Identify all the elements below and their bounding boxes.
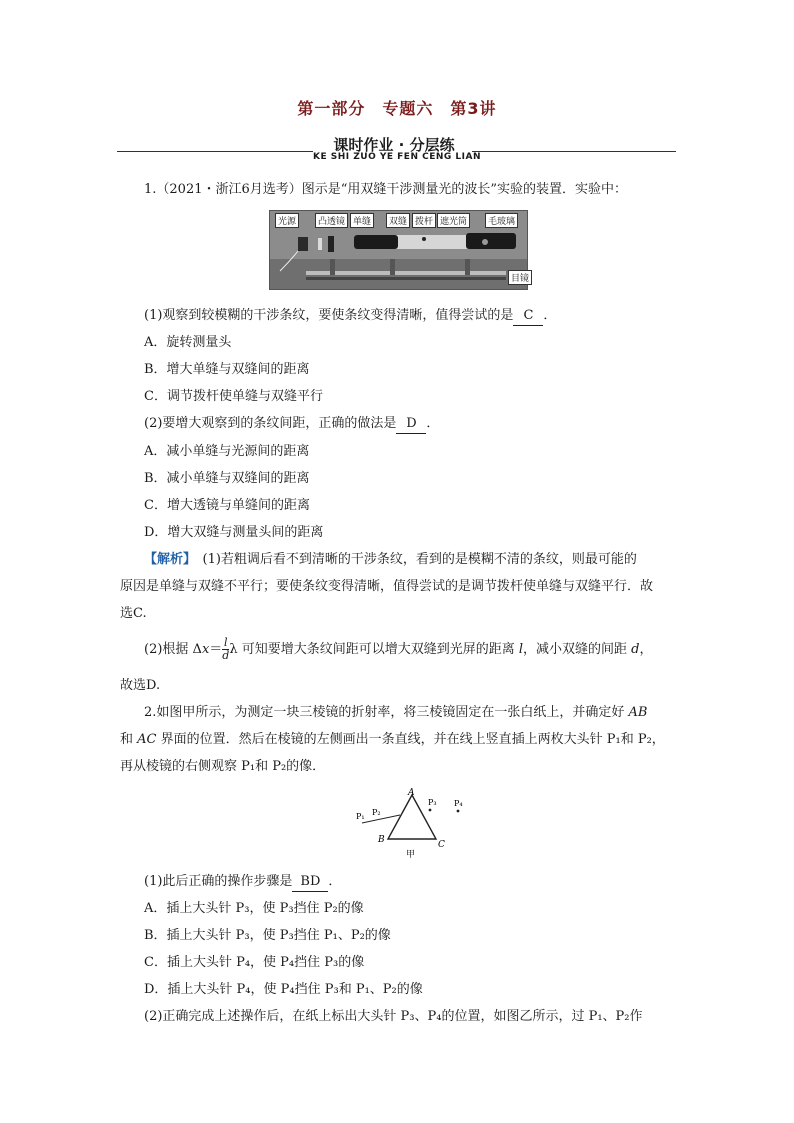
analysis-4-text2: ，减小双缝的间距	[523, 642, 632, 657]
analysis-4-x: x	[201, 642, 210, 657]
label-single-slit: 单缝	[350, 213, 374, 228]
q1-sub1	[144, 307, 556, 326]
q1-sub1-option-a: A．旋转测量头	[144, 335, 232, 350]
analysis-line-3: 选C.	[120, 606, 147, 621]
vertex-b-label: B	[378, 835, 385, 845]
analysis-4-l: l	[518, 642, 524, 657]
q1-sub1-option-b: B．增大单缝与双缝间的距离	[144, 362, 310, 377]
q1-sub1-end: ．	[543, 308, 557, 323]
prism-figure	[350, 785, 480, 865]
pin-p2-label: P₂	[372, 808, 381, 817]
q2-sub1-option-b: B．插上大头针 P₃，使 P₃挡住 P₁、P₂的像	[144, 928, 391, 943]
q2-line-1-ab: AB	[628, 705, 648, 720]
q2-line-2-ac: AC	[137, 732, 157, 747]
q1-sub2-answer: D	[396, 415, 426, 434]
pin-p1-label: P₁	[356, 812, 365, 821]
q2-line-1	[144, 704, 648, 722]
q1-sub2	[144, 415, 439, 434]
vertex-a-label: A	[408, 788, 415, 798]
q1-sub2-option-c: C．增大透镜与单缝间的距离	[144, 498, 310, 513]
q1-stem: 1.（2021・浙江6月选考）图示是“用双缝干涉测量光的波长”实验的装置．实验中：	[144, 182, 628, 197]
q1-sub1-option-c: C．调节拨杆使单缝与双缝平行	[144, 389, 323, 404]
label-ground-glass: 毛玻璃	[485, 213, 518, 228]
q2-sub1-option-d: D．插上大头针 P₄，使 P₄挡住 P₃和 P₁、P₂的像	[144, 982, 423, 997]
q2-sub2: (2)正确完成上述操作后，在纸上标出大头针 P₃、P₄的位置，如图乙所示，过 P₁、P₂作	[144, 1009, 643, 1024]
analysis-4-lambda: λ	[229, 642, 238, 657]
q1-sub1-text: (1)观察到较模糊的干涉条纹，要使条纹变得清晰，值得尝试的是	[144, 308, 514, 323]
q2-sub1-option-c: C．插上大头针 P₄，使 P₄挡住 P₃的像	[144, 955, 365, 970]
q2-line-2	[120, 731, 665, 749]
q2-sub1-text: (1)此后正确的操作步骤是	[144, 874, 293, 889]
analysis-line-2: 原因是单缝与双缝不平行；要使条纹变得清晰，值得尝试的是调节拨杆使单缝与双缝平行．故	[120, 579, 654, 594]
pin-p3-label: P₃	[428, 798, 437, 807]
homework-subtitle: KE SHI ZUO YE FEN CENG LIAN	[312, 152, 482, 162]
pin-p4-label: P₄	[454, 799, 463, 808]
page-title: 第一部分 专题六 第3讲	[297, 99, 497, 118]
analysis-4-d: d	[631, 642, 640, 657]
incident-line	[362, 815, 400, 823]
q2-sub1-end: ．	[328, 874, 342, 889]
q1-sub2-option-d: D．增大双缝与测量头间的距离	[144, 525, 324, 540]
fraction-numerator: l	[224, 636, 228, 649]
label-convex-lens: 凸透镜	[315, 213, 348, 228]
vertex-c-label: C	[438, 840, 445, 850]
label-double-slit: 双缝	[386, 213, 410, 228]
q2-sub1-answer: BD	[292, 873, 328, 892]
q1-sub1-answer: C	[513, 307, 543, 326]
analysis-line-5: 故选D.	[120, 678, 161, 693]
q2-sub1-option-a: A．插上大头针 P₃，使 P₃挡住 P₂的像	[144, 901, 364, 916]
analysis-text-1: (1)若粗调后看不到清晰的干涉条纹，看到的是模糊不清的条纹，则最可能的	[189, 552, 637, 567]
q2-line-3: 再从棱镜的右侧观察 P₁和 P₂的像．	[120, 759, 326, 774]
homework-title: 课时作业 · 分层练	[333, 136, 455, 154]
pin-p3-dot	[429, 809, 432, 812]
analysis-4-end: ，	[639, 642, 653, 657]
label-eyepiece: 目镜	[508, 270, 532, 285]
q2-line-1-text: 2.如图甲所示，为测定一块三棱镜的折射率，将三棱镜固定在一张白纸上，并确定好	[144, 705, 629, 720]
analysis-4-eq: ＝	[209, 642, 223, 657]
q2-line-2-and: 和	[120, 732, 138, 747]
analysis-4-text: 可知要增大条纹间距可以增大双缝到光屏的距离	[237, 642, 519, 657]
label-lever: 拨杆	[412, 213, 436, 228]
q1-sub2-option-b: B．减小单缝与双缝间的距离	[144, 471, 310, 486]
label-light-source: 光源	[275, 213, 299, 228]
q1-sub2-end: ．	[426, 416, 440, 431]
analysis-4-pre: (2)根据 Δ	[144, 642, 202, 657]
q2-sub1	[144, 873, 341, 892]
label-shade-tube: 遮光筒	[437, 213, 470, 228]
q1-sub2-option-a: A．减小单缝与光源间的距离	[144, 444, 310, 459]
fraction-denominator: d	[222, 649, 230, 662]
q2-line-2-text: 界面的位置．然后在棱镜的左侧画出一条直线，并在线上竖直插上两枚大头针 P₁和 P₂，	[156, 732, 665, 747]
q1-sub2-text: (2)要增大观察到的条纹间距，正确的做法是	[144, 416, 397, 431]
analysis-line-1	[144, 551, 637, 569]
figure-caption: 甲	[406, 850, 416, 860]
analysis-tag: 【解析】	[144, 552, 190, 567]
pin-p4-dot	[457, 810, 460, 813]
analysis-line-4	[144, 637, 653, 663]
